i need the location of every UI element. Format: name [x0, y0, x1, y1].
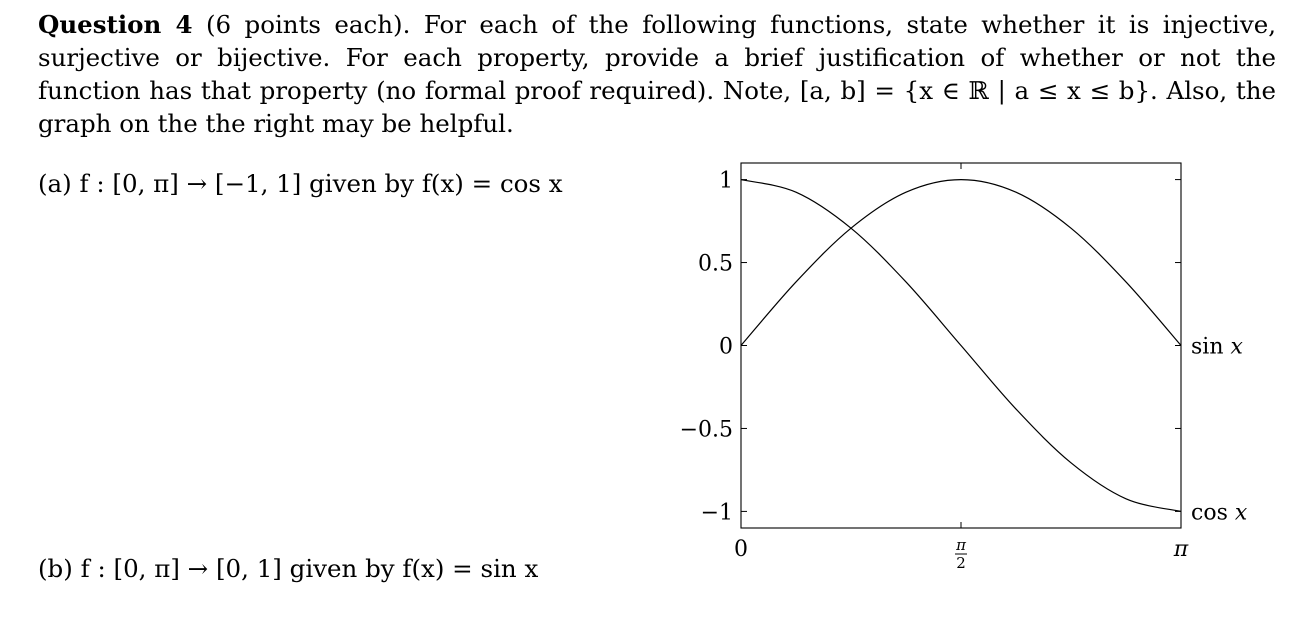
question-body: For each of the following functions, state whether it is injective, surjective or bijective. For each property, provide a brief justification of whether or not the function has that property (no formal proof required). Note, [a, b] = {x ∈ ℝ | a ≤ x ≤ b}. Also, the graph on the the right may be helpful. — [38, 10, 1276, 138]
svg-text:π: π — [956, 536, 966, 554]
x-tick-label-2: π — [1173, 537, 1189, 562]
part-a-label: (a) — [38, 169, 72, 198]
question-title: Question 4 — [38, 10, 193, 39]
y-tick-label-2: 0 — [719, 334, 733, 360]
x-tick-label-0: 0 — [734, 537, 748, 562]
part-a-text: f : [0, π] → [−1, 1] given by f(x) = cos x — [79, 169, 563, 198]
question-points: (6 points each). — [205, 10, 411, 39]
y-tick-label-3: −0.5 — [679, 417, 733, 443]
series-sin-x-line — [741, 180, 1181, 346]
series-sin-x-label: sin x — [1191, 334, 1243, 360]
series-cos-x-label: cos x — [1191, 500, 1248, 526]
part-b-text: f : [0, π] → [0, 1] given by f(x) = sin x — [80, 554, 539, 583]
y-tick-label-0: 1 — [719, 168, 733, 194]
x-tick-label-1 — [955, 536, 967, 572]
svg-text:2: 2 — [956, 554, 966, 572]
y-tick-label-4: −1 — [700, 500, 733, 526]
part-b-label: (b) — [38, 554, 73, 583]
series-cos-x-line — [741, 180, 1181, 512]
y-tick-label-1: 0.5 — [698, 251, 733, 277]
